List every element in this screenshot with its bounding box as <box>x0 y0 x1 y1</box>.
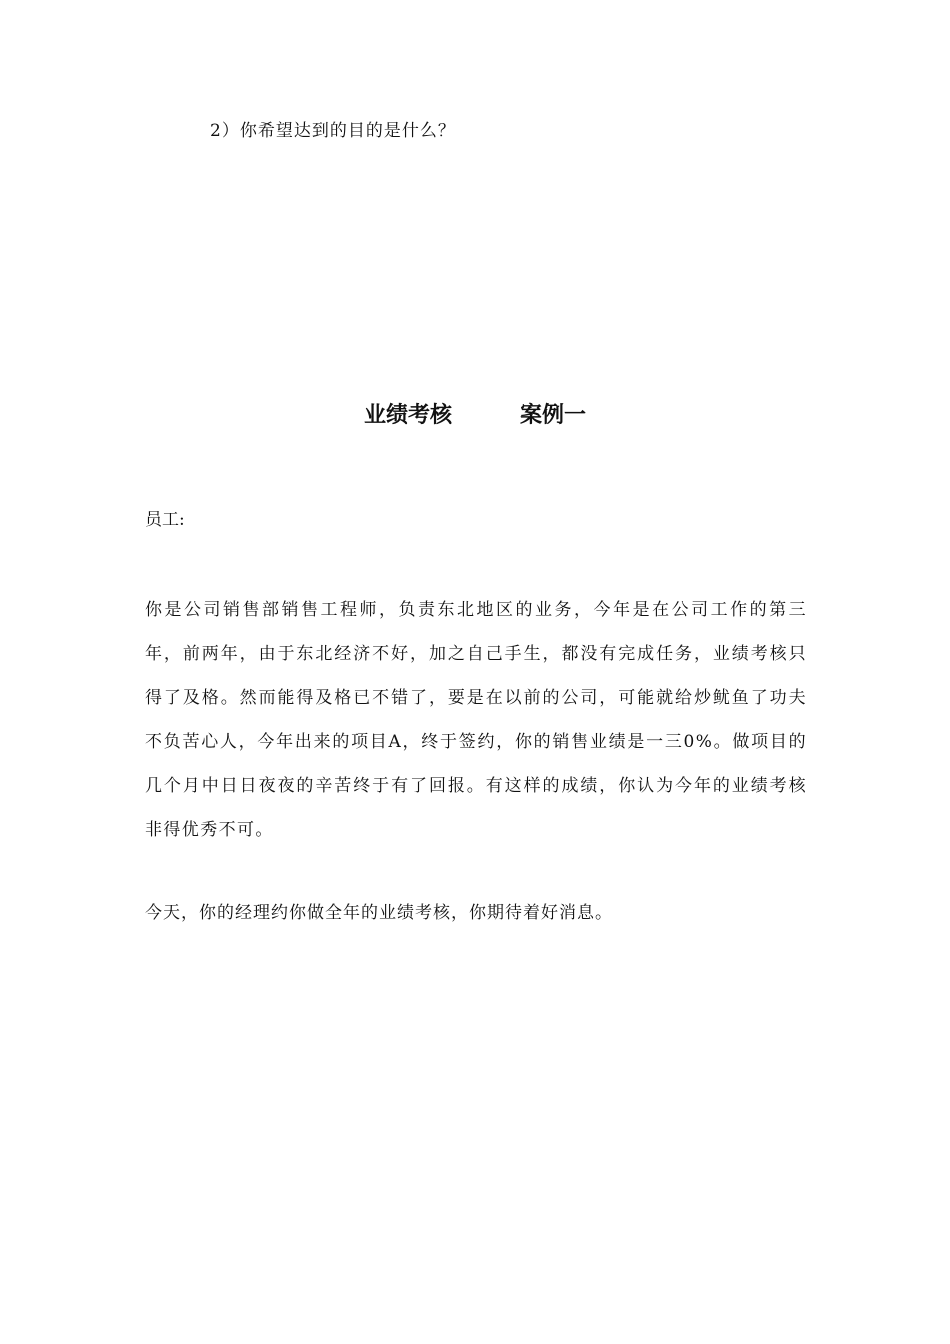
title-main: 业绩考核 <box>363 403 452 428</box>
section-title <box>0 398 950 429</box>
title-case: 案例一 <box>520 403 587 428</box>
role-label: 员工: <box>145 510 185 530</box>
question-line: 2）你希望达到的目的是什么？ <box>210 121 456 141</box>
case-paragraph: 你是公司销售部销售工程师，负责东北地区的业务，今年是在公司工作的第三年，前两年，由于东北经济不好，加之自己手生，都没有完成任务，业绩考核只得了及格。然而能得及格已不错了，要是在以前的公司，可能就给炒鱿鱼了功夫不负苦心人，今年出来的项目A，终于签约，你的销售业绩是一三0%。做项目的几个月中日日夜夜的辛苦终于有了回报。有这样的成绩，你认为今年的业绩考核非得优秀不可。 <box>145 600 807 840</box>
closing-sentence: 今天，你的经理约你做全年的业绩考核，你期待着好消息。 <box>145 903 613 923</box>
